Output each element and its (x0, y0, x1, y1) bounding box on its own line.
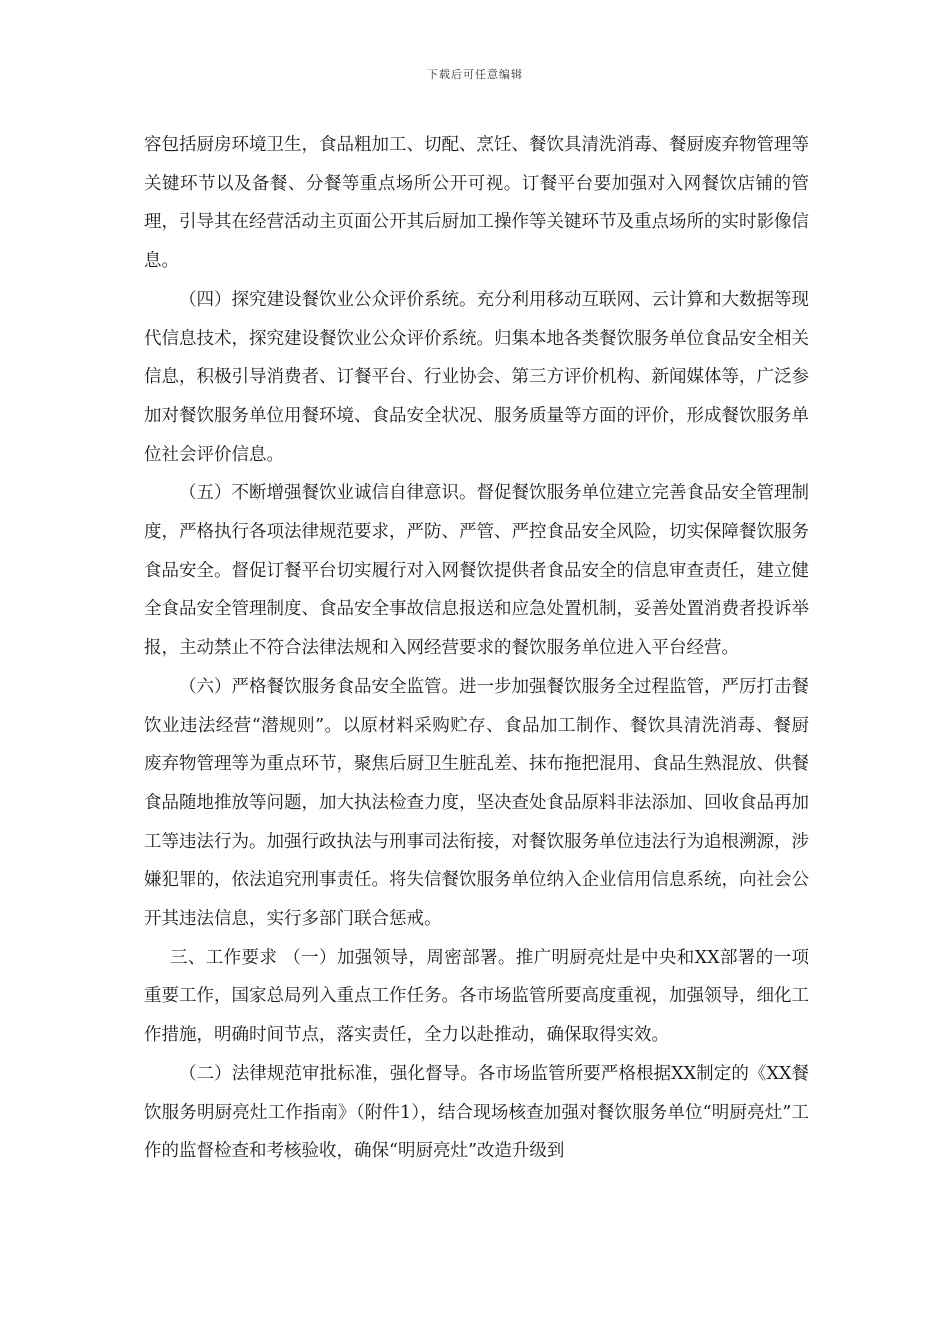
paragraph-work-requirements: 三、工作要求 （一）加强领导，周密部署。推广明厨亮灶是中央和XX部署的一项重要工作，国家总局列入重点工作任务。各市场监管所要高度重视，加强领导，细化工作措施，明确时间节点，落实责任，全力以赴推动，确保取得实效。 (144, 947, 809, 1046)
document-body (144, 126, 809, 1171)
paragraph-requirement-2: （二）法律规范审批标准，强化督导。各市场监管所要严格根据XX制定的《XX餐饮服务明厨亮灶工作指南》（附件1），结合现场核查加强对餐饮服务单位“明厨亮灶”工作的监督检查和考核验收，确保“明厨亮灶”改造升级到 (144, 1063, 809, 1162)
paragraph-section-5: （五）不断增强餐饮业诚信自律意识。督促餐饮服务单位建立完善食品安全管理制度，严格执行各项法律规范要求，严防、严管、严控食品安全风险，切实保障餐饮服务食品安全。督促订餐平台切实履行对入网餐饮提供者食品安全的信息审查责任，建立健全食品安全管理制度、食品安全事故信息报送和应急处置机制，妥善处置消费者投诉举报，主动禁止不符合法律法规和入网经营要求的餐饮服务单位进入平台经营。 (144, 483, 809, 659)
paragraph-section-6: （六）严格餐饮服务食品安全监管。进一步加强餐饮服务全过程监管，严厉打击餐饮业违法经营“潜规则”。以原材料采购贮存、食品加工制作、餐饮具清洗消毒、餐厨废弃物管理等为重点环节，聚焦后厨卫生脏乱差、抹布拖把混用、食品生熟混放、供餐食品随地推放等问题，加大执法检查力度，坚决查处食品原料非法添加、回收食品再加工等违法行为。加强行政执法与刑事司法衔接，对餐饮服务单位违法行为追根溯源，涉嫌犯罪的，依法追究刑事责任。将失信餐饮服务单位纳入企业信用信息系统，向社会公开其违法信息，实行多部门联合惩戒。 (144, 676, 809, 930)
paragraph-continuation: 容包括厨房环境卫生，食品粗加工、切配、烹饪、餐饮具清洗消毒、餐厨废弃物管理等关键环节以及备餐、分餐等重点场所公开可视。订餐平台要加强对入网餐饮店铺的管理，引导其在经营活动主页面公开其后厨加工操作等关键环节及重点场所的实时影像信息。 (144, 135, 809, 272)
page-header-note: 下载后可任意编辑 (427, 68, 523, 81)
paragraph-section-4: （四）探究建设餐饮业公众评价系统。充分利用移动互联网、云计算和大数据等现代信息技术，探究建设餐饮业公众评价系统。归集本地各类餐饮服务单位食品安全相关信息，积极引导消费者、订餐平台、行业协会、第三方评价机构、新闻媒体等，广泛参加对餐饮服务单位用餐环境、食品安全状况、服务质量等方面的评价，形成餐饮服务单位社会评价信息。 (144, 289, 809, 465)
